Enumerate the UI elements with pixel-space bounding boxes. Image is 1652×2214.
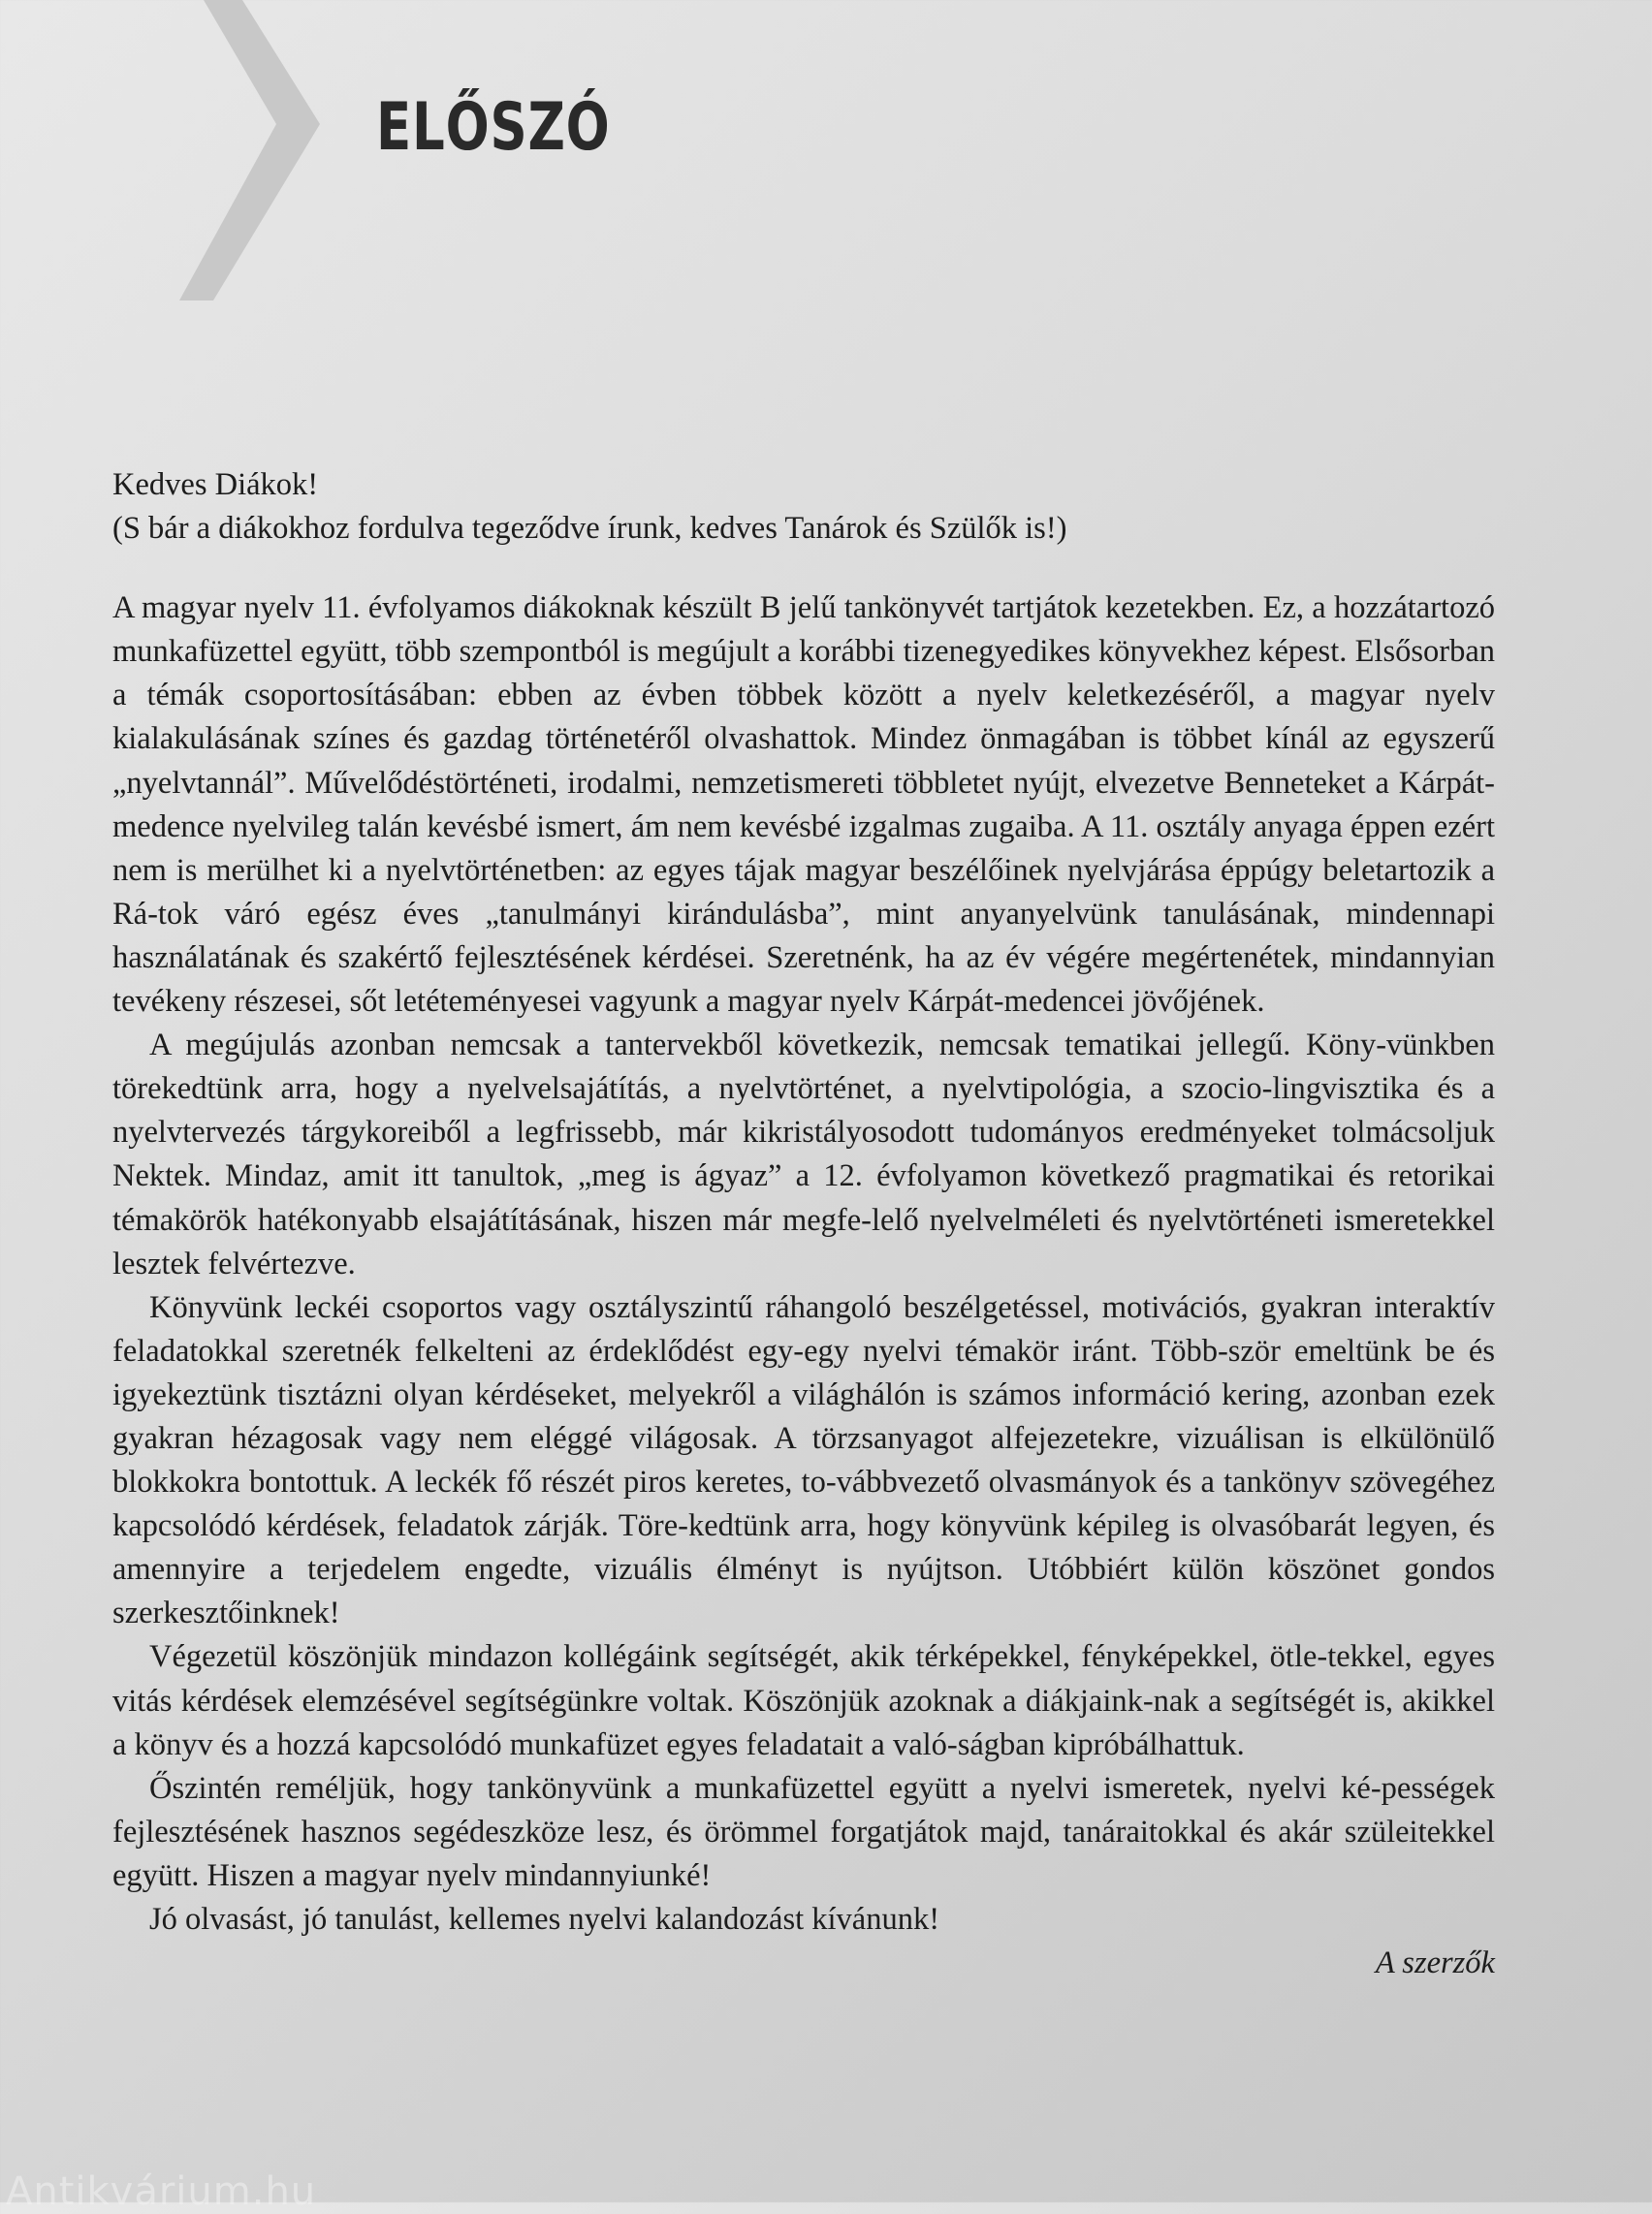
paragraph-5: Őszintén reméljük, hogy tankönyvünk a munkafüzettel együtt a nyelvi ismeretek, nyelvi ké-pességek fejlesztésének hasznos segédeszköze lesz, és örömmel forgatjátok majd, tanáraitokkal és akár szüleitekkel együtt. Hiszen a magyar nyelv mindannyiunké! bbox=[112, 1770, 1495, 1893]
page-title: ELŐSZÓ bbox=[376, 89, 611, 166]
signature: A szerzők bbox=[1375, 1945, 1495, 1981]
watermark: Antikvárium.hu bbox=[6, 2169, 317, 2214]
paragraph-6: Jó olvasást, jó tanulást, kellemes nyelvi kalandozást kívánunk! bbox=[149, 1902, 940, 1937]
chevron-decoration-icon bbox=[175, 0, 320, 310]
greeting-note: (S bár a diákokhoz fordulva tegeződve írunk, kedves Tanárok és Szülők is!) bbox=[112, 511, 1067, 547]
paragraph-2: A megújulás azonban nemcsak a tantervekből következik, nemcsak tematikai jellegű. Köny-vünkben törekedtünk arra, hogy a nyelvelsajátítás, a nyelvtörténet, a nyelvtipológia, a szocio-lingvisztika és a nyelvtervezés tárgykoreiből a legfrissebb, már kikristályosodott tudományos eredményeket tolmácsoljuk Nektek. Mindaz, amit itt tanultok, „meg is ágyaz” a 12. évfolyamon következő pragmatikai és retorikai témakörök hatékonyabb elsajátításának, hiszen már megfe-lelő nyelvelméleti és nyelvtörténeti ismeretekkel lesztek felvértezve. bbox=[112, 1028, 1495, 1281]
greeting-line: Kedves Diákok! bbox=[112, 467, 319, 502]
paragraph-3: Könyvünk leckéi csoportos vagy osztályszintű ráhangoló beszélgetéssel, motivációs, gyakran interaktív feladatokkal szeretnék felkelteni az érdeklődést egy-egy nyelvi témakör iránt. Több-ször emeltünk be és igyekeztünk tisztázni olyan kérdéseket, melyekről a világhálón is számos információ kering, azonban ezek gyakran hézagosak vagy nem eléggé világosak. A törzsanyagot alfejezetekre, vizuálisan is elkülönülő blokkokra bontottuk. A leckék fő részét piros keretes, to-vábbvezető olvasmányok és a tankönyv szövegéhez kapcsolódó kérdések, feladatok zárják. Töre-kedtünk arra, hogy könyvünk képileg is olvasóbarát legyen, és amennyire a terjedelem engedte, vizuális élményt is nyújtson. Utóbbiért külön köszönet gondos szerkesztőinknek! bbox=[112, 1289, 1495, 1631]
paragraph-1: A magyar nyelv 11. évfolyamos diákoknak készült B jelű tankönyvét tartjátok kezetekben. Ez, a hozzátartozó munkafüzettel együtt, több szempontból is megújult a korábbi tizenegyedikes könyvekhez képest. Elsősorban a témák csoportosításában: ebben az évben többek között a nyelv keletkezéséről, a magyar nyelv kialakulásának színes és gazdag történetéről olvashattok. Mindez önmagában is többet kínál az egyszerű „nyelvtannál”. Művelődéstörténeti, irodalmi, nemzetismereti többletet nyújt, elvezetve Benneteket a Kárpát-medence nyelvileg talán kevésbé ismert, ám nem kevésbé izgalmas zugaiba. A 11. osztály anyaga éppen ezért nem is merülhet ki a nyelvtörténetben: az egyes tájak magyar beszélőinek nyelvjárása éppúgy beletartozik a Rá-tok váró egész éves „tanulmányi kirándulásba”, mint anyanyelvünk tanulásának, mindennapi használatának és szakértő fejlesztésének kérdései. Szeretnénk, ha az év végére megértenétek, mindannyian tevékeny részesei, sőt letéteményesei vagyunk a magyar nyelv Kárpát-medencei jövőjének. bbox=[112, 590, 1495, 1020]
paragraph-4: Végezetül köszönjük mindazon kollégáink segítségét, akik térképekkel, fényképekkel, ötle-tekkel, egyes vitás kérdések elemzésével segítségünkre voltak. Köszönjük azoknak a diákjaink-nak a segítségét is, akikkel a könyv és a hozzá kapcsolódó munkafüzet egyes feladatait a való-ságban kipróbálhattuk. bbox=[112, 1639, 1495, 1762]
greeting-block bbox=[112, 463, 1495, 551]
foreword-body bbox=[112, 463, 1495, 1985]
